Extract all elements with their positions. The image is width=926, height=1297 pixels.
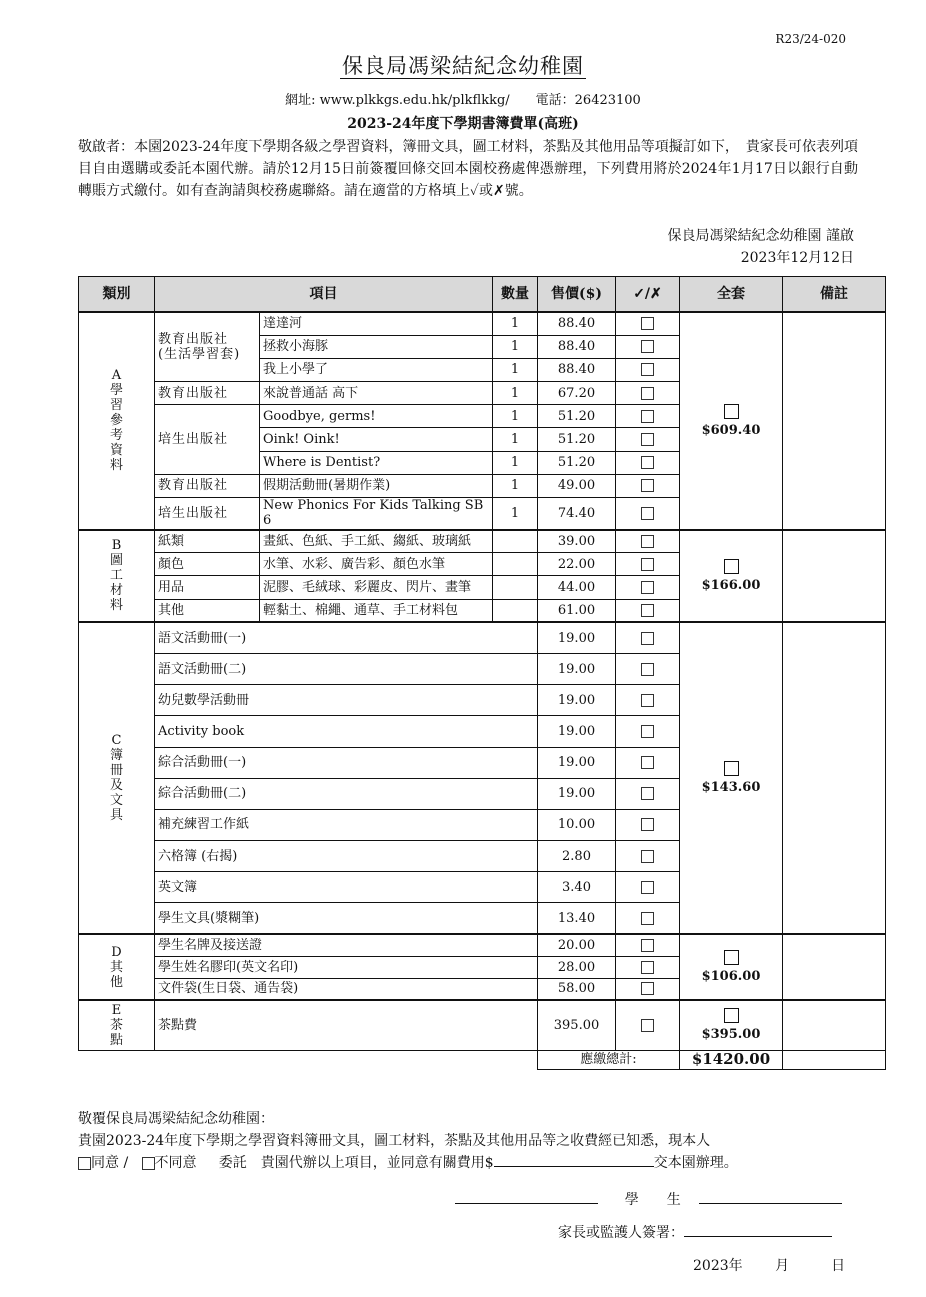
check-cell <box>616 903 680 934</box>
item-checkbox[interactable] <box>641 558 654 571</box>
check-cell <box>616 335 680 358</box>
price-cell: 19.00 <box>538 653 616 684</box>
price-cell: 22.00 <box>538 553 616 576</box>
category-char: 文 <box>109 793 123 809</box>
table-row <box>79 530 886 553</box>
item-cell: 輕黏土、棉繩、通草、手工材料包 <box>260 599 493 622</box>
qty-cell <box>493 599 538 622</box>
guardian-signature-line <box>558 1222 832 1242</box>
full-set-checkbox-wrap <box>683 761 779 780</box>
price-cell: 74.40 <box>538 498 616 530</box>
category-char: 圖 <box>109 553 123 569</box>
item-cell: 六格簿 (右揭) <box>155 841 538 872</box>
publisher-cell <box>155 474 260 497</box>
price-cell: 13.40 <box>538 903 616 934</box>
qty-cell: 1 <box>493 335 538 358</box>
reply-consent-line <box>78 1152 738 1174</box>
check-cell <box>616 809 680 840</box>
item-cell: 補充練習工作紙 <box>155 809 538 840</box>
table-header-row <box>79 277 886 313</box>
fee-table <box>78 276 886 1070</box>
guardian-label: 家長或監護人簽署： <box>558 1225 684 1241</box>
item-cell: Activity book <box>155 716 538 747</box>
contact-line: 網址: www.plkkgs.edu.hk/plkflkkg/ 電話：26423100 <box>285 93 641 108</box>
document-subtitle: 2023-24年度下學期書簿費單(高班) <box>347 116 579 132</box>
reply-slip <box>78 1108 738 1174</box>
price-cell: 19.00 <box>538 747 616 778</box>
header-item: 項目 <box>155 277 493 313</box>
full-set-checkbox-wrap <box>683 950 779 969</box>
check-cell <box>616 1000 680 1050</box>
header-category: 類別 <box>79 277 155 313</box>
publisher-line: 教育出版社 <box>158 332 229 348</box>
header-price: 售價($) <box>538 277 616 313</box>
item-cell: 泥膠、毛絨球、彩麗皮、閃片、畫筆 <box>260 576 493 599</box>
category-cell <box>79 934 155 1000</box>
check-cell <box>616 553 680 576</box>
qty-cell: 1 <box>493 474 538 497</box>
item-checkbox[interactable] <box>641 387 654 400</box>
check-cell <box>616 498 680 530</box>
qty-cell: 1 <box>493 382 538 405</box>
category-char: 參 <box>109 413 123 429</box>
price-cell: 20.00 <box>538 934 616 956</box>
remarks-cell <box>783 1000 886 1050</box>
header-check: ✓/✗ <box>616 277 680 313</box>
category-char: 料 <box>109 458 123 474</box>
item-cell: 學生名牌及接送證 <box>155 934 538 956</box>
grand-total-value: $1420.00 <box>680 1050 783 1069</box>
price-cell: 44.00 <box>538 576 616 599</box>
item-checkbox[interactable] <box>641 363 654 376</box>
item-cell: 語文活動冊(二) <box>155 653 538 684</box>
item-cell: 英文簿 <box>155 872 538 903</box>
check-cell <box>616 576 680 599</box>
price-cell: 51.20 <box>538 405 616 428</box>
full-set-checkbox-wrap <box>683 1008 779 1027</box>
check-cell <box>616 653 680 684</box>
qty-cell: 1 <box>493 428 538 451</box>
table-row <box>79 622 886 653</box>
qty-cell: 1 <box>493 358 538 381</box>
table-row <box>79 934 886 956</box>
category-char: C <box>111 733 122 749</box>
item-checkbox[interactable] <box>641 818 654 831</box>
item-checkbox[interactable] <box>641 939 654 952</box>
student-signature-line <box>455 1189 842 1209</box>
item-checkbox[interactable] <box>641 479 654 492</box>
agree-label: 同意 / <box>91 1155 129 1171</box>
check-cell <box>616 934 680 956</box>
category-cell <box>79 312 155 530</box>
full-set-checkbox[interactable] <box>724 761 739 776</box>
item-cell: 茶點費 <box>155 1000 538 1050</box>
item-cell: 來說普通話 高下 <box>260 382 493 405</box>
item-cell: 語文活動冊(一) <box>155 622 538 653</box>
item-checkbox[interactable] <box>641 912 654 925</box>
reply-salutation: 敬覆保良局馮梁結紀念幼稚園： <box>78 1111 274 1127</box>
category-cell <box>79 530 155 623</box>
category-char: 簿 <box>109 748 123 764</box>
price-cell: 28.00 <box>538 956 616 978</box>
item-checkbox[interactable] <box>641 1019 654 1032</box>
full-set-price: $106.00 <box>701 969 761 985</box>
item-cell: 學生姓名膠印(英文名印) <box>155 956 538 978</box>
check-cell <box>616 312 680 335</box>
header-full-set: 全套 <box>680 277 783 313</box>
full-set-cell <box>680 934 783 1000</box>
subcategory-cell: 其他 <box>155 599 260 622</box>
item-cell: Where is Dentist? <box>260 451 493 474</box>
item-checkbox[interactable] <box>641 850 654 863</box>
header-remarks: 備註 <box>783 277 886 313</box>
full-set-cell <box>680 530 783 623</box>
check-cell <box>616 451 680 474</box>
category-char: E <box>111 1002 122 1018</box>
reply-acknowledgement: 貴園2023-24年度下學期之學習資料簿冊文具，圖工材料，茶點及其他用品等之收費經已知悉，現本人 <box>78 1133 711 1149</box>
category-char: D <box>111 944 122 960</box>
check-cell <box>616 841 680 872</box>
item-checkbox[interactable] <box>641 340 654 353</box>
category-char: 資 <box>109 443 123 459</box>
item-checkbox[interactable] <box>641 961 654 974</box>
guardian-signature-field[interactable] <box>684 1222 832 1237</box>
grand-total-spacer <box>79 1050 538 1069</box>
check-cell <box>616 382 680 405</box>
table-row <box>79 1000 886 1050</box>
price-cell: 61.00 <box>538 599 616 622</box>
price-cell: 19.00 <box>538 685 616 716</box>
header-qty: 數量 <box>493 277 538 313</box>
grand-total-label: 應繳總計: <box>538 1050 680 1069</box>
category-cell <box>79 1000 155 1050</box>
qty-cell <box>493 576 538 599</box>
qty-cell: 1 <box>493 451 538 474</box>
publisher-cell <box>155 498 260 530</box>
check-cell <box>616 405 680 428</box>
publisher-line: (生活學習套) <box>158 347 241 363</box>
price-cell: 19.00 <box>538 622 616 653</box>
intro-paragraph: 敬啟者：本園2023-24年度下學期各級之學習資料，簿冊文具，圖工材料，茶點及其他用品等項擬訂如下， 貴家長可依表列項目自由選購或委託本園代辦。請於12月15日前簽覆回條交回本園校務處俾憑辦理，下列費用將於2024年1月17日以銀行自動轉賬方式繳付。如有查詢請與校務處聯絡。請在適當的方格填上✓或✗號。 <box>78 139 858 199</box>
item-checkbox[interactable] <box>641 663 654 676</box>
publisher-cell <box>155 405 260 475</box>
check-cell <box>616 530 680 553</box>
full-set-checkbox-wrap <box>683 559 779 578</box>
grand-total-row <box>79 1050 886 1069</box>
qty-cell: 1 <box>493 312 538 335</box>
table-row <box>79 312 886 335</box>
item-checkbox[interactable] <box>641 604 654 617</box>
amount-field[interactable] <box>494 1152 654 1167</box>
item-checkbox[interactable] <box>641 787 654 800</box>
disagree-checkbox[interactable] <box>142 1157 155 1170</box>
issue-date: 2023年12月12日 <box>740 250 854 266</box>
school-title: 保良局馮梁結紀念幼稚園 <box>342 54 584 78</box>
item-cell: 水筆、水彩、廣告彩、顏色水筆 <box>260 553 493 576</box>
price-cell: 49.00 <box>538 474 616 497</box>
full-set-cell <box>680 312 783 530</box>
item-cell: 我上小學了 <box>260 358 493 381</box>
item-checkbox[interactable] <box>641 317 654 330</box>
item-cell: Oink! Oink! <box>260 428 493 451</box>
remarks-cell <box>783 934 886 1000</box>
subcategory-cell: 顏色 <box>155 553 260 576</box>
qty-cell: 1 <box>493 498 538 530</box>
price-cell: 395.00 <box>538 1000 616 1050</box>
full-set-cell <box>680 1000 783 1050</box>
price-cell: 88.40 <box>538 312 616 335</box>
publisher-line: 教育出版社 <box>158 478 229 494</box>
price-cell: 3.40 <box>538 872 616 903</box>
price-cell: 51.20 <box>538 428 616 451</box>
item-checkbox[interactable] <box>641 725 654 738</box>
check-cell <box>616 685 680 716</box>
category-char: 工 <box>109 568 123 584</box>
check-cell <box>616 716 680 747</box>
category-char: 料 <box>109 598 123 614</box>
check-cell <box>616 599 680 622</box>
category-char: 材 <box>109 583 123 599</box>
price-cell: 10.00 <box>538 809 616 840</box>
category-char: 學 <box>109 383 123 399</box>
check-cell <box>616 358 680 381</box>
full-set-checkbox-wrap <box>683 404 779 423</box>
signoff-organization: 保良局馮梁結紀念幼稚園 謹啟 <box>667 228 854 244</box>
full-set-price: $395.00 <box>701 1027 761 1043</box>
category-char: 茶 <box>109 1017 123 1033</box>
signature-date: 2023年 月 日 <box>693 1258 846 1274</box>
item-cell: 綜合活動冊(二) <box>155 778 538 809</box>
publisher-cell <box>155 312 260 382</box>
category-char: 具 <box>109 808 123 824</box>
category-char: A <box>111 368 122 384</box>
publisher-cell <box>155 382 260 405</box>
price-cell: 58.00 <box>538 978 616 1000</box>
check-cell <box>616 474 680 497</box>
price-cell: 2.80 <box>538 841 616 872</box>
item-cell: 文件袋(生日袋、通告袋) <box>155 978 538 1000</box>
student-label: 學 生 <box>624 1192 681 1208</box>
full-set-cell <box>680 622 783 934</box>
item-cell: Goodbye, germs! <box>260 405 493 428</box>
item-cell: 畫紙、色紙、手工紙、縐紙、玻璃紙 <box>260 530 493 553</box>
full-set-checkbox[interactable] <box>724 950 739 965</box>
check-cell <box>616 622 680 653</box>
category-char: 點 <box>109 1032 123 1048</box>
check-cell <box>616 956 680 978</box>
price-cell: 19.00 <box>538 778 616 809</box>
category-char: 習 <box>109 398 123 414</box>
consent-text-end: 交本園辦理。 <box>653 1155 738 1171</box>
category-char: 及 <box>109 778 123 794</box>
check-cell <box>616 978 680 1000</box>
item-checkbox[interactable] <box>641 581 654 594</box>
remarks-cell <box>783 622 886 934</box>
subcategory-cell: 用品 <box>155 576 260 599</box>
item-checkbox[interactable] <box>641 756 654 769</box>
item-checkbox[interactable] <box>641 881 654 894</box>
subcategory-cell: 紙類 <box>155 530 260 553</box>
price-cell: 88.40 <box>538 335 616 358</box>
full-set-checkbox[interactable] <box>724 404 739 419</box>
full-set-price: $143.60 <box>701 780 761 796</box>
student-class-field[interactable] <box>699 1189 842 1204</box>
check-cell <box>616 872 680 903</box>
full-set-checkbox[interactable] <box>724 1008 739 1023</box>
agree-checkbox[interactable] <box>78 1157 91 1170</box>
category-cell <box>79 622 155 934</box>
category-char: 考 <box>109 428 123 444</box>
check-cell <box>616 428 680 451</box>
item-cell: 幼兒數學活動冊 <box>155 685 538 716</box>
item-checkbox[interactable] <box>641 694 654 707</box>
item-cell: 拯救小海豚 <box>260 335 493 358</box>
reference-number: R23/24-020 <box>775 32 846 46</box>
item-cell: 學生文具(漿糊筆) <box>155 903 538 934</box>
item-cell: 綜合活動冊(一) <box>155 747 538 778</box>
item-checkbox[interactable] <box>641 410 654 423</box>
publisher-line: 培生出版社 <box>158 505 229 521</box>
qty-cell <box>493 553 538 576</box>
qty-cell <box>493 530 538 553</box>
publisher-line: 培生出版社 <box>158 432 229 448</box>
price-cell: 67.20 <box>538 382 616 405</box>
item-checkbox[interactable] <box>641 507 654 520</box>
category-char: B <box>111 538 122 554</box>
item-checkbox[interactable] <box>641 535 654 548</box>
full-set-price: $166.00 <box>701 577 761 593</box>
qty-cell: 1 <box>493 405 538 428</box>
item-cell: 假期活動冊(暑期作業) <box>260 474 493 497</box>
disagree-label: 不同意 <box>154 1155 197 1171</box>
remarks-cell <box>783 530 886 623</box>
category-char: 其 <box>109 959 123 975</box>
remarks-cell <box>783 312 886 530</box>
grand-total-remarks <box>783 1050 886 1069</box>
item-cell: New Phonics For Kids Talking SB 6 <box>260 498 493 530</box>
category-char: 冊 <box>109 763 123 779</box>
price-cell: 19.00 <box>538 716 616 747</box>
item-cell: 達達河 <box>260 312 493 335</box>
item-checkbox[interactable] <box>641 982 654 995</box>
item-checkbox[interactable] <box>641 433 654 446</box>
price-cell: 88.40 <box>538 358 616 381</box>
item-checkbox[interactable] <box>641 632 654 645</box>
category-char: 他 <box>109 974 123 990</box>
full-set-checkbox[interactable] <box>724 559 739 574</box>
publisher-line: 教育出版社 <box>158 385 229 401</box>
check-cell <box>616 778 680 809</box>
price-cell: 39.00 <box>538 530 616 553</box>
check-cell <box>616 747 680 778</box>
item-checkbox[interactable] <box>641 456 654 469</box>
full-set-price: $609.40 <box>701 422 761 438</box>
consent-text: 委託 貴園代辦以上項目，並同意有關費用$ <box>218 1155 494 1171</box>
student-name-field[interactable] <box>455 1189 598 1204</box>
price-cell: 51.20 <box>538 451 616 474</box>
